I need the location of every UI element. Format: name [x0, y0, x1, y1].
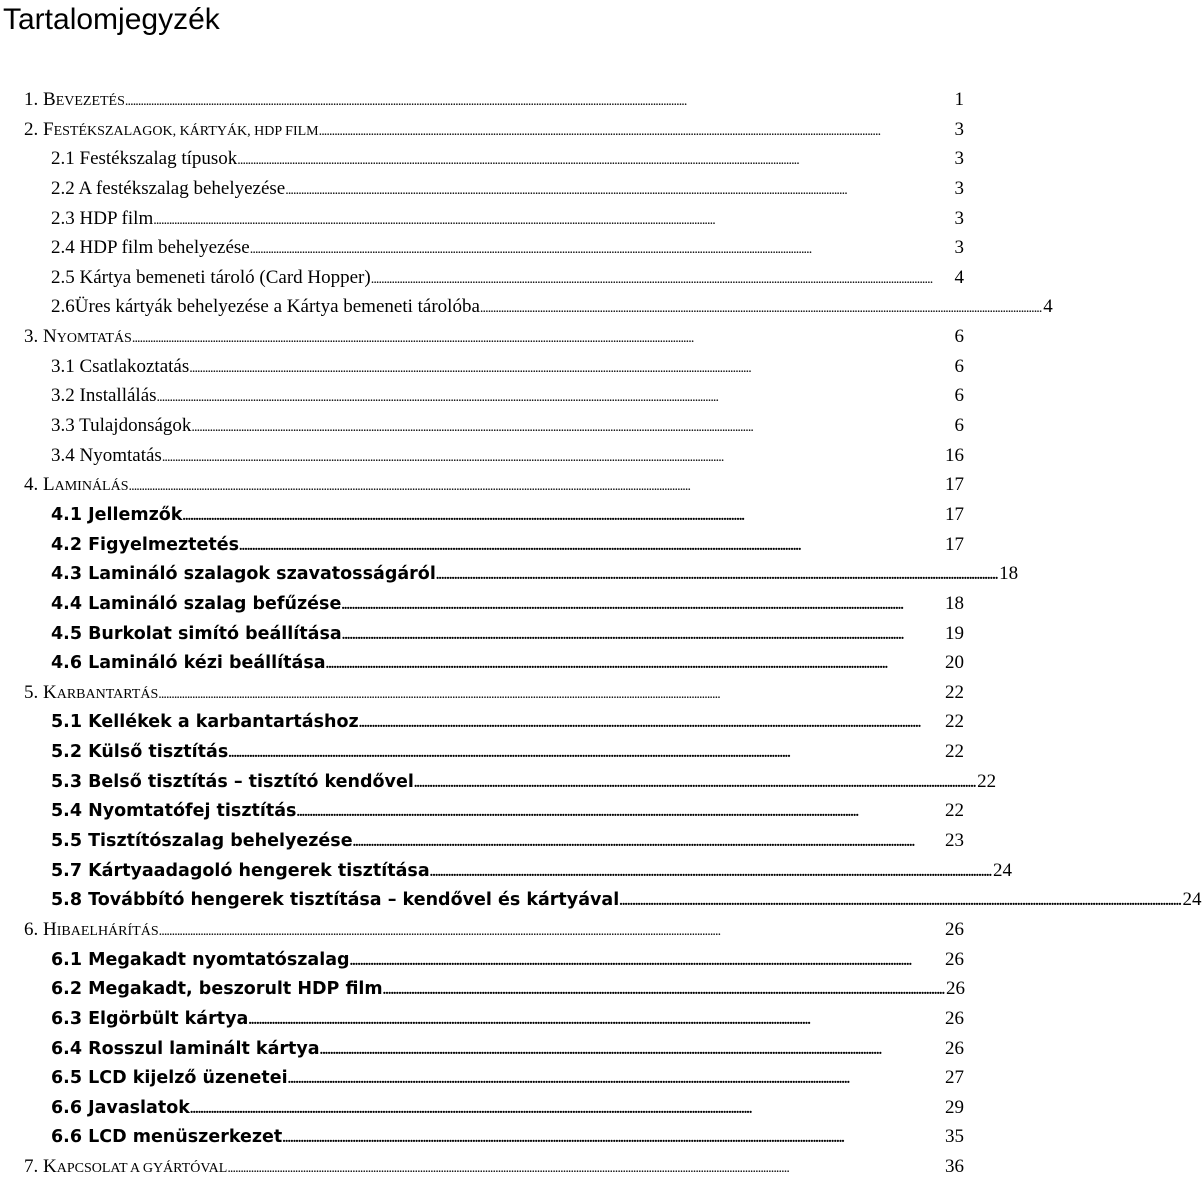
toc-section-link[interactable]: [24, 949, 964, 979]
toc-page-number: 36: [945, 1156, 964, 1178]
toc-section-link[interactable]: [24, 770, 997, 801]
toc-chapter-link[interactable]: [24, 89, 964, 119]
toc-page-number: 18: [999, 563, 1019, 585]
dot-leader: [326, 653, 942, 673]
chapter-number: 7.: [24, 1156, 43, 1178]
toc-entry-title: 5.5 Tisztítószalag behelyezése: [51, 831, 353, 852]
toc-entry-title: [24, 919, 159, 941]
toc-entry-title: 6.6 LCD menüszerkezet: [51, 1127, 283, 1148]
dot-leader: [129, 474, 943, 496]
dot-leader: [153, 208, 951, 230]
toc-entry-title: 4.1 Jellemzők: [51, 504, 183, 525]
dot-leader: [414, 772, 974, 792]
dot-leader: [248, 1009, 942, 1029]
toc-page-number: 26: [945, 1007, 964, 1029]
toc-section-link[interactable]: [24, 267, 964, 297]
chapter-number: 6.: [24, 918, 43, 940]
toc-entry-title: 2.5 Kártya bemeneti tároló (Card Hopper): [51, 266, 371, 288]
toc-page-number: 24: [1182, 889, 1202, 911]
toc-section-link[interactable]: [24, 593, 964, 623]
toc-entry-title: 2.6Üres kártyák behelyezése a Kártya bemeneti tárolóba: [51, 296, 480, 318]
toc-section-link[interactable]: [24, 563, 1019, 593]
toc-page-number: 26: [945, 948, 964, 970]
dot-leader: [227, 1156, 942, 1178]
dot-leader: [436, 564, 996, 584]
toc-section-link[interactable]: [24, 504, 964, 534]
chapter-title-rest: ESTÉKSZALAGOK, KÁRTYÁK, HDP FILM: [53, 123, 319, 139]
toc-page-number: 19: [945, 622, 964, 644]
toc-chapter-link[interactable]: [24, 119, 964, 149]
toc-section-link[interactable]: [24, 741, 964, 771]
toc-section-link[interactable]: [24, 830, 964, 860]
chapter-title-rest: IBAELHÁRÍTÁS: [56, 923, 159, 939]
chapter-number: 1.: [24, 89, 43, 110]
toc-entry-title: 5.2 Külső tisztítás: [51, 742, 229, 763]
chapter-title-initial: K: [43, 681, 57, 703]
toc-entry-title: 4.2 Figyelmeztetés: [51, 534, 240, 555]
dot-leader: [250, 237, 952, 259]
chapter-title-rest: ARBANTARTÁS: [56, 686, 159, 702]
toc-page-number: 16: [945, 444, 964, 466]
toc-section-link[interactable]: [24, 534, 964, 564]
toc-page-number: 22: [945, 800, 964, 822]
toc-page-number: 4: [954, 266, 964, 288]
dot-leader: [162, 445, 942, 467]
toc-entry-title: 6.6 Javaslatok: [51, 1097, 190, 1118]
dot-leader: [342, 624, 942, 644]
dot-leader: [430, 861, 990, 881]
toc-section-link[interactable]: [24, 800, 964, 830]
dot-leader: [320, 1039, 942, 1059]
toc-entry-title: 6.4 Rosszul laminált kártya: [51, 1038, 320, 1059]
dot-leader: [190, 1098, 942, 1118]
toc-entry-title: 6.1 Megakadt nyomtatószalag: [51, 949, 350, 970]
dot-leader: [189, 356, 951, 378]
chapter-title-initial: F: [43, 118, 54, 140]
dot-leader: [182, 505, 942, 525]
toc-page-number: 22: [945, 681, 964, 703]
toc-entry-title: 2.3 HDP film: [51, 207, 154, 229]
toc-page-number: 3: [954, 148, 964, 170]
toc-section-link[interactable]: [24, 1126, 964, 1156]
toc-entry-title: [24, 89, 125, 111]
toc-page-number: 3: [954, 237, 964, 259]
toc-section-link[interactable]: [24, 148, 964, 178]
dot-leader: [619, 890, 1179, 910]
toc-page-number: 18: [945, 592, 964, 614]
chapter-number: 5.: [24, 681, 43, 703]
toc-entry-title: 2.1 Festékszalag típusok: [51, 148, 238, 170]
chapter-number: 3.: [24, 326, 43, 348]
toc-page-number: 26: [945, 918, 964, 940]
toc-entry-title: 5.7 Kártyaadagoló hengerek tisztítása: [51, 860, 430, 881]
toc-entry-title: 2.4 HDP film behelyezése: [51, 237, 250, 259]
toc-entry-title: [24, 119, 319, 141]
toc-section-link[interactable]: [24, 1008, 964, 1038]
toc-section-link[interactable]: [24, 415, 964, 445]
dot-leader: [383, 979, 943, 999]
toc-entry-title: 4.5 Burkolat simító beállítása: [51, 623, 342, 644]
toc-page-number: 6: [954, 415, 964, 437]
toc-chapter-link[interactable]: [24, 1156, 964, 1186]
toc-chapter-link[interactable]: [24, 682, 964, 712]
toc-page-number: 17: [945, 503, 964, 525]
toc-section-link[interactable]: [24, 889, 1202, 919]
toc-page-number: 6: [954, 385, 964, 407]
dot-leader: [359, 712, 942, 732]
toc-page-number: 22: [977, 770, 997, 792]
toc-page-number: 17: [945, 533, 964, 555]
toc-page-number: 26: [945, 978, 965, 1000]
toc-page-number: 6: [954, 326, 964, 348]
toc-page-number: 24: [992, 859, 1012, 881]
toc-entry-title: 4.3 Lamináló szalagok szavatosságáról: [51, 564, 436, 585]
toc-entry-title: 5.1 Kellékek a karbantartáshoz: [51, 712, 359, 733]
chapter-title-initial: B: [43, 89, 56, 110]
toc-page-number: 20: [945, 652, 964, 674]
toc-chapter-link[interactable]: [24, 474, 964, 504]
toc-section-link[interactable]: [24, 296, 1053, 326]
chapter-title-initial: N: [43, 326, 57, 348]
dot-leader: [288, 1068, 942, 1088]
dot-leader: [480, 296, 1040, 318]
toc-chapter-link[interactable]: [24, 326, 964, 356]
dot-leader: [296, 801, 942, 821]
dot-leader: [228, 742, 942, 762]
toc-entry-title: 5.8 Továbbító hengerek tisztítása – kendővel és kártyával: [51, 890, 620, 911]
dot-leader: [341, 594, 942, 614]
toc-entry-title: [24, 474, 129, 496]
toc-entry-title: 3.3 Tulajdonságok: [51, 415, 192, 437]
dot-leader: [285, 178, 951, 200]
toc-section-link[interactable]: [24, 711, 964, 741]
toc-entry-title: 2.2 A festékszalag behelyezése: [51, 177, 286, 199]
chapter-title-rest: YOMTATÁS: [56, 331, 132, 347]
dot-leader: [239, 535, 942, 555]
toc-page-number: 3: [954, 118, 964, 140]
toc-entry-title: [24, 1156, 227, 1178]
table-of-contents: [24, 89, 1202, 1186]
toc-section-link[interactable]: [24, 623, 964, 653]
toc-page-number: 29: [945, 1096, 964, 1118]
dot-leader: [237, 148, 951, 170]
dot-leader: [157, 385, 952, 407]
toc-section-link[interactable]: [24, 237, 964, 267]
toc-section-link[interactable]: [24, 1038, 964, 1068]
dot-leader: [158, 682, 942, 704]
chapter-title-rest: EVEZETÉS: [55, 94, 125, 109]
dot-leader: [319, 119, 952, 141]
toc-section-link[interactable]: [24, 1097, 964, 1127]
toc-page-number: 22: [945, 711, 964, 733]
chapter-title-rest: AMINÁLÁS: [54, 479, 129, 495]
toc-section-link[interactable]: [24, 385, 964, 415]
toc-section-link[interactable]: [24, 1067, 964, 1097]
toc-entry-title: 3.2 Installálás: [51, 385, 157, 407]
toc-page-number: 23: [945, 830, 964, 852]
page-title: Tartalomjegyzék: [3, 3, 220, 36]
toc-section-link[interactable]: [24, 859, 1012, 890]
toc-section-link[interactable]: [24, 652, 964, 682]
toc-entry-title: [24, 326, 132, 348]
toc-page-number: 22: [945, 741, 964, 763]
toc-page-number: 17: [945, 474, 964, 496]
toc-section-link[interactable]: [24, 178, 964, 208]
toc-entry-title: 6.2 Megakadt, beszorult HDP film: [51, 979, 383, 1000]
toc-page-number: 27: [945, 1067, 964, 1089]
chapter-title-initial: K: [43, 1156, 57, 1178]
toc-section-link[interactable]: [24, 208, 964, 238]
dot-leader: [132, 326, 952, 348]
toc-entry-title: 6.3 Elgörbült kártya: [51, 1008, 249, 1029]
toc-entry-title: 3.1 Csatlakoztatás: [51, 355, 190, 377]
toc-page-number: 1: [954, 89, 964, 110]
dot-leader: [353, 831, 942, 851]
chapter-title-initial: L: [43, 474, 55, 496]
dot-leader: [282, 1127, 942, 1147]
toc-entry-title: 5.4 Nyomtatófej tisztítás: [51, 801, 297, 822]
toc-entry-title: [24, 682, 158, 704]
chapter-number: 4.: [24, 474, 43, 496]
dot-leader: [191, 415, 951, 437]
toc-page-number: 35: [945, 1126, 964, 1148]
dot-leader: [159, 919, 942, 941]
dot-leader: [371, 267, 952, 289]
toc-page-number: 3: [954, 207, 964, 229]
dot-leader: [125, 89, 952, 111]
toc-section-link[interactable]: [24, 356, 964, 386]
chapter-title-rest: APCSOLAT A GYÁRTÓVAL: [56, 1161, 228, 1177]
toc-entry-title: 4.6 Lamináló kézi beállítása: [51, 653, 326, 674]
chapter-title-initial: H: [43, 918, 57, 940]
toc-section-link[interactable]: [24, 445, 964, 475]
toc-section-link[interactable]: [24, 978, 964, 1008]
toc-page-number: 4: [1043, 296, 1053, 318]
toc-page-number: 6: [954, 355, 964, 377]
chapter-number: 2.: [24, 118, 43, 140]
toc-entry-title: 5.3 Belső tisztítás – tisztító kendővel: [51, 771, 414, 792]
toc-entry-title: 6.5 LCD kijelző üzenetei: [51, 1068, 288, 1089]
toc-chapter-link[interactable]: [24, 919, 964, 949]
toc-entry-title: 3.4 Nyomtatás: [51, 444, 162, 466]
toc-entry-title: 4.4 Lamináló szalag befűzése: [51, 593, 342, 614]
toc-page-number: 26: [945, 1037, 964, 1059]
toc-page-number: 3: [954, 177, 964, 199]
dot-leader: [350, 950, 942, 970]
